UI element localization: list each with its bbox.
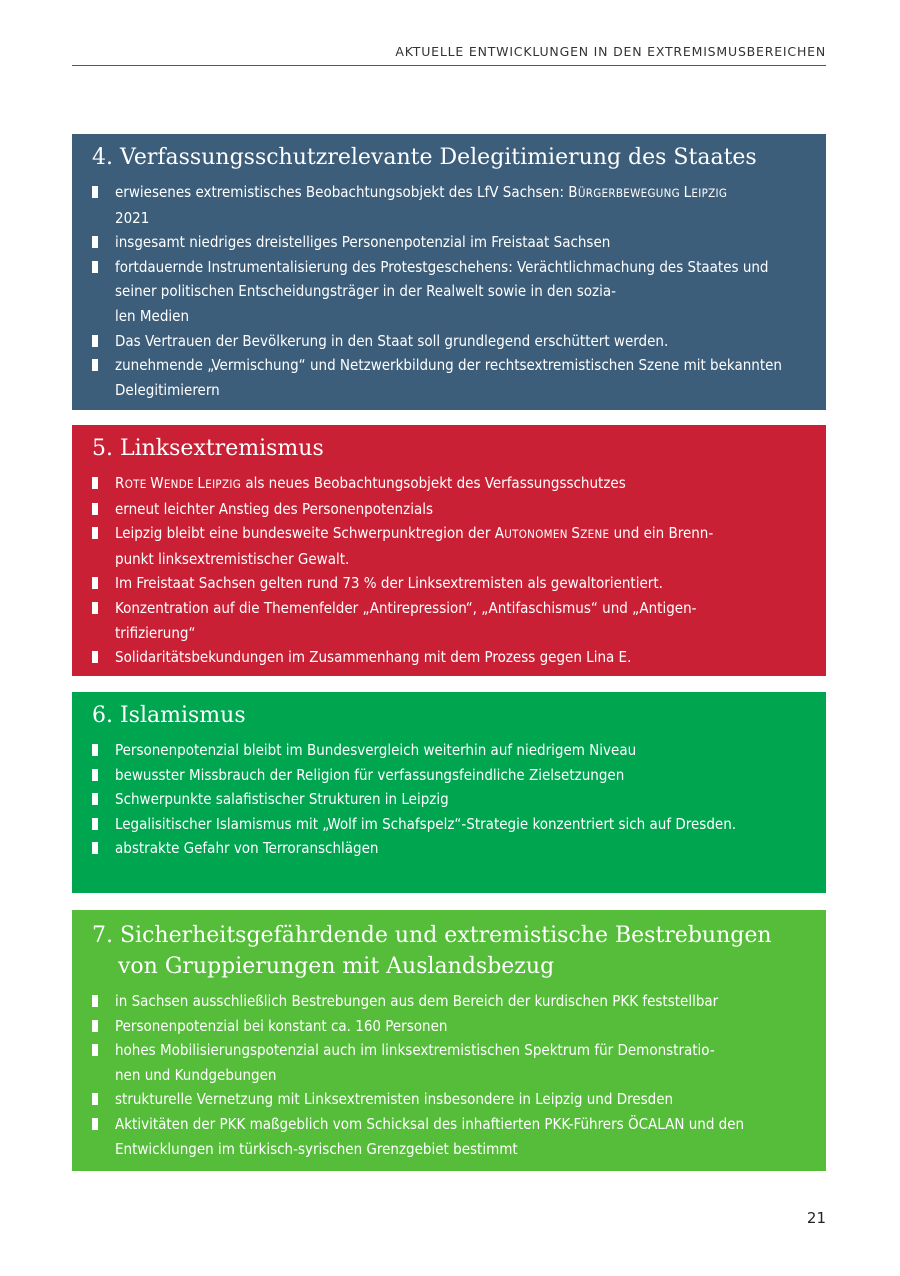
list-item: in Sachsen ausschließlich Bestrebungen aus dem Bereich der kurdischen PKK feststellbar xyxy=(92,989,808,1014)
bullet-marker-icon xyxy=(92,527,98,539)
list-item: Im Freistaat Sachsen gelten rund 73 % der Linksextremisten als gewaltorientiert. xyxy=(92,571,808,596)
bullet-marker-icon xyxy=(92,186,98,198)
organization-name: ROTE WENDE LEIPZIG xyxy=(115,474,242,492)
bullet-marker-icon xyxy=(92,602,98,614)
organization-name: AUTONOMEN SZENE xyxy=(494,524,610,543)
list-item: Konzentration auf die Themenfelder „Antirepression“, „Antifaschismus“ und „Antigen- trifizierung“ xyxy=(92,596,808,645)
list-item: erwiesenes extremistisches Beobachtungsobjekt des LfV Sachsen: BÜRGERBEWEGUNG LEIPZIG 2021 xyxy=(92,180,808,230)
list-item: Schwerpunkte salafistischer Strukturen in Leipzig xyxy=(92,787,808,812)
bullet-marker-icon xyxy=(92,261,98,273)
section-auslandsbezug xyxy=(72,910,826,1171)
bullet-marker-icon xyxy=(92,842,98,854)
bullet-marker-icon xyxy=(92,236,98,248)
bullet-marker-icon xyxy=(92,1093,98,1105)
bullet-marker-icon xyxy=(92,651,98,663)
section-islamismus xyxy=(72,692,826,893)
list-item: Solidaritätsbekundungen im Zusammenhang mit dem Prozess gegen Lina E. xyxy=(92,645,808,670)
list-item: strukturelle Vernetzung mit Linksextremisten insbesondere in Leipzig und Dresden xyxy=(92,1087,808,1112)
list-item: zunehmende „Vermischung“ und Netzwerkbildung der rechtsextremistischen Szene mit bekannten Delegitimierern xyxy=(92,353,808,402)
bullet-marker-icon xyxy=(92,477,98,489)
bullet-marker-icon xyxy=(92,793,98,805)
list-item: Das Vertrauen der Bevölkerung in den Staat soll grundlegend erschüttert werden. xyxy=(92,329,808,354)
bullet-list xyxy=(92,471,808,670)
page-number: 21 xyxy=(806,1209,826,1227)
section-heading: 5. Linksextremismus xyxy=(92,436,324,461)
list-item: Personenpotenzial bei konstant ca. 160 Personen xyxy=(92,1014,808,1039)
bullet-marker-icon xyxy=(92,818,98,830)
list-item: bewusster Missbrauch der Religion für verfassungsfeindliche Zielsetzungen xyxy=(92,763,808,788)
list-item: Aktivitäten der PKK maßgeblich vom Schicksal des inhaftierten PKK-Führers ÖCALAN und den Entwicklungen im türkisch-syrischen Grenzgebiet bestimmt xyxy=(92,1112,808,1161)
bullet-list xyxy=(92,738,808,861)
list-item: hohes Mobilisierungspotenzial auch im linksextremistischen Spektrum für Demonstratio- nen und Kundgebungen xyxy=(92,1038,808,1087)
section-heading: 6. Islamismus xyxy=(92,703,246,728)
bullet-marker-icon xyxy=(92,503,98,515)
bullet-list xyxy=(92,180,808,402)
list-item: abstrakte Gefahr von Terroranschlägen xyxy=(92,836,808,861)
bullet-marker-icon xyxy=(92,359,98,371)
list-item: insgesamt niedriges dreistelliges Personenpotenzial im Freistaat Sachsen xyxy=(92,230,808,255)
section-heading: 4. Verfassungsschutzrelevante Delegitimierung des Staates xyxy=(92,145,757,170)
bullet-list xyxy=(92,989,808,1161)
organization-name: BÜRGERBEWEGUNG LEIPZIG xyxy=(568,183,728,201)
header-rule xyxy=(72,65,826,66)
bullet-marker-icon xyxy=(92,1044,98,1056)
bullet-marker-icon xyxy=(92,1118,98,1130)
list-item: Leipzig bleibt eine bundesweite Schwerpunktregion der AUTONOMEN SZENE und ein Brenn- punkt linksextremistischer Gewalt. xyxy=(92,521,808,571)
bullet-marker-icon xyxy=(92,769,98,781)
bullet-marker-icon xyxy=(92,744,98,756)
bullet-marker-icon xyxy=(92,995,98,1007)
section-delegitimierung xyxy=(72,134,826,410)
section-heading: 7. Sicherheitsgefährdende und extremistische Bestrebungen von Gruppierungen mit Auslandsbezug xyxy=(92,923,772,979)
list-item: ROTE WENDE LEIPZIG als neues Beobachtungsobjekt des Verfassungsschutzes xyxy=(92,471,808,497)
list-item: erneut leichter Anstieg des Personenpotenzials xyxy=(92,497,808,522)
list-item: fortdauernde Instrumentalisierung des Protestgeschehens: Verächtlichmachung des Staates und seiner politischen Entscheidungsträger in der Realwelt sowie in den sozia- len Medien xyxy=(92,255,808,329)
list-item: Personenpotenzial bleibt im Bundesvergleich weiterhin auf niedrigem Niveau xyxy=(92,738,808,763)
list-item: Legalisitischer Islamismus mit „Wolf im Schafspelz“-Strategie konzentriert sich auf Dresden. xyxy=(92,812,808,837)
bullet-marker-icon xyxy=(92,335,98,347)
section-linksextremismus xyxy=(72,425,826,676)
bullet-marker-icon xyxy=(92,577,98,589)
bullet-marker-icon xyxy=(92,1020,98,1032)
running-head: AKTUELLE ENTWICKLUNGEN IN DEN EXTREMISMUSBEREICHEN xyxy=(395,44,826,59)
